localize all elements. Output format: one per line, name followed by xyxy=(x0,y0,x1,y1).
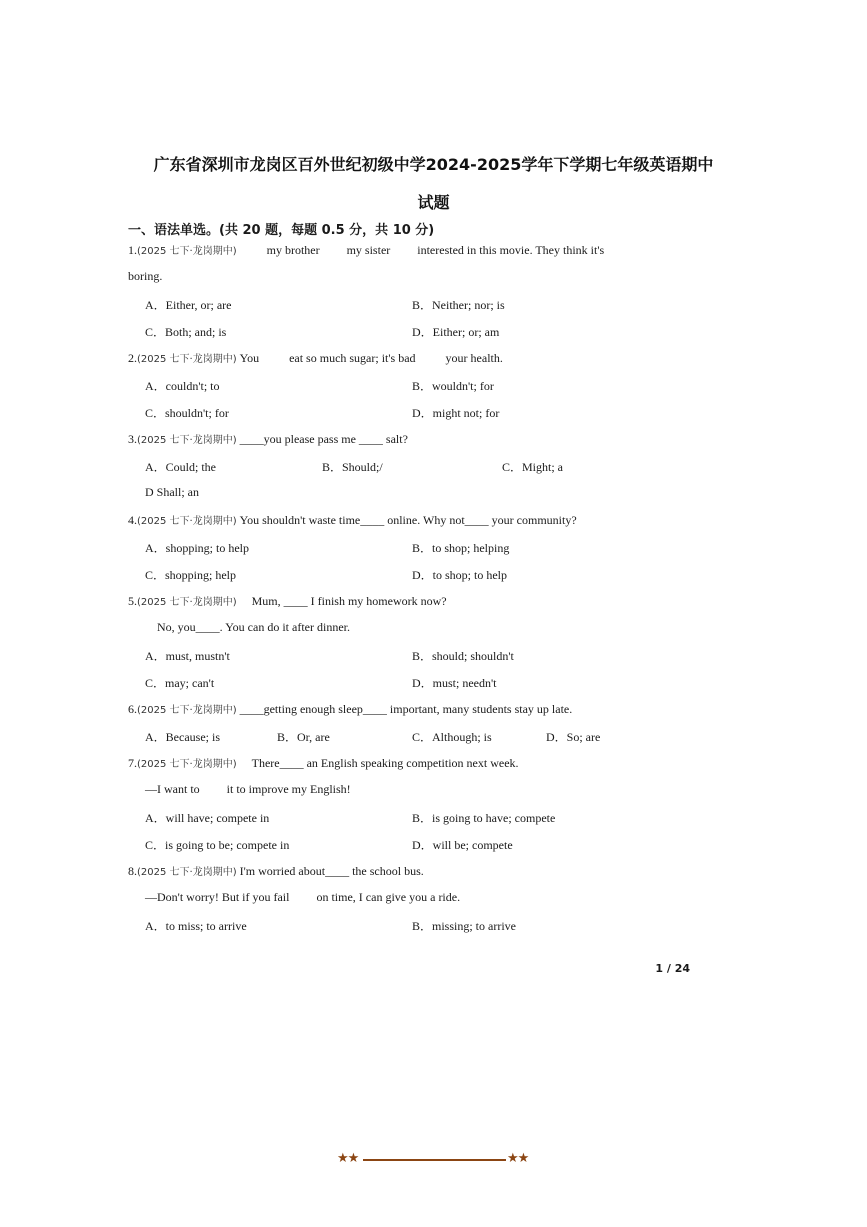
document-title-line2: 试题 xyxy=(417,193,450,212)
question-6 xyxy=(128,701,572,717)
question-number: 8. xyxy=(128,864,137,878)
question-stem: You eat so much sugar; it's bad your health. xyxy=(239,351,503,365)
option-2b: B．wouldn't; for xyxy=(412,379,494,393)
question-stem: I'm worried about____ the school bus. xyxy=(239,864,424,878)
question-4 xyxy=(128,512,577,528)
question-source: (2025 七下·龙岗期中) xyxy=(137,705,237,716)
question-source: (2025 七下·龙岗期中) xyxy=(137,435,237,446)
question-stem: ____getting enough sleep____ important, many students stay up late. xyxy=(239,702,573,716)
option-3d: D Shall; an xyxy=(145,485,199,499)
question-stem: my brother my sister interested in this movie. They think it's xyxy=(236,243,605,257)
option-6a: A．Because; is xyxy=(145,730,220,744)
section-heading: 一、语法单选。(共 20 题，每题 0.5 分，共 10 分) xyxy=(128,223,435,238)
option-4a: A．shopping; to help xyxy=(145,541,249,555)
option-4b: B．to shop; helping xyxy=(412,541,510,555)
option-4c: C．shopping; help xyxy=(145,568,237,582)
question-source: (2025 七下·龙岗期中) xyxy=(137,597,237,608)
option-3a: A．Could; the xyxy=(145,460,216,474)
option-2c: C．shouldn't; for xyxy=(145,406,229,420)
option-7d: D．will be; compete xyxy=(412,838,513,852)
star-icon: ★★ xyxy=(507,1150,529,1165)
question-8-stem-cont: —Don't worry! But if you fail on time, I can give you a ride. xyxy=(145,890,461,904)
document-title-line1: 广东省深圳市龙岗区百外世纪初级中学2024-2025学年下学期七年级英语期中 xyxy=(153,155,714,174)
option-6b: B．Or, are xyxy=(277,730,330,744)
question-stem: Mum, ____ I finish my homework now? xyxy=(236,594,447,608)
star-icon: ★★ xyxy=(337,1150,359,1165)
question-number: 7. xyxy=(128,756,137,770)
option-5d: D．must; needn't xyxy=(412,676,497,690)
option-1c: C．Both; and; is xyxy=(145,325,227,339)
question-stem: ____you please pass me ____ salt? xyxy=(239,432,408,446)
question-source: (2025 七下·龙岗期中) xyxy=(137,354,237,365)
option-5c: C．may; can't xyxy=(145,676,215,690)
question-5 xyxy=(128,593,447,609)
question-7-stem-cont: —I want to it to improve my English! xyxy=(145,782,351,796)
question-source: (2025 七下·龙岗期中) xyxy=(137,246,237,257)
page-number: 1 / 24 xyxy=(655,962,690,975)
question-8 xyxy=(128,863,424,879)
question-number: 1. xyxy=(128,243,137,257)
option-6c: C．Although; is xyxy=(412,730,492,744)
question-number: 2. xyxy=(128,351,137,365)
question-1-stem-cont: boring. xyxy=(128,269,163,283)
question-number: 3. xyxy=(128,432,137,446)
question-stem: You shouldn't waste time____ online. Why not____ your community? xyxy=(239,513,577,527)
option-7a: A．will have; compete in xyxy=(145,811,270,825)
option-6d: D．So; are xyxy=(546,730,601,744)
option-5a: A．must, mustn't xyxy=(145,649,230,663)
question-number: 5. xyxy=(128,594,137,608)
question-2 xyxy=(128,350,503,366)
option-7b: B．is going to have; compete xyxy=(412,811,556,825)
question-5-stem-cont: No, you____. You can do it after dinner. xyxy=(157,620,350,634)
footer-ornament xyxy=(337,1150,532,1170)
option-8a: A．to miss; to arrive xyxy=(145,919,247,933)
option-5b: B．should; shouldn't xyxy=(412,649,514,663)
option-3c: C．Might; a xyxy=(502,460,564,474)
option-2d: D．might not; for xyxy=(412,406,500,420)
question-3 xyxy=(128,431,408,447)
option-7c: C．is going to be; compete in xyxy=(145,838,290,852)
option-2a: A．couldn't; to xyxy=(145,379,220,393)
question-source: (2025 七下·龙岗期中) xyxy=(137,867,237,878)
option-4d: D．to shop; to help xyxy=(412,568,507,582)
question-source: (2025 七下·龙岗期中) xyxy=(137,516,237,527)
question-1 xyxy=(128,242,604,258)
footer-rule xyxy=(363,1159,506,1161)
question-stem: There____ an English speaking competition next week. xyxy=(236,756,519,770)
question-number: 6. xyxy=(128,702,137,716)
question-source: (2025 七下·龙岗期中) xyxy=(137,759,237,770)
option-3b: B．Should;/ xyxy=(322,460,383,474)
option-1d: D．Either; or; am xyxy=(412,325,500,339)
option-1a: A．Either, or; are xyxy=(145,298,232,312)
option-1b: B．Neither; nor; is xyxy=(412,298,505,312)
option-8b: B．missing; to arrive xyxy=(412,919,516,933)
question-7 xyxy=(128,755,519,771)
question-number: 4. xyxy=(128,513,137,527)
